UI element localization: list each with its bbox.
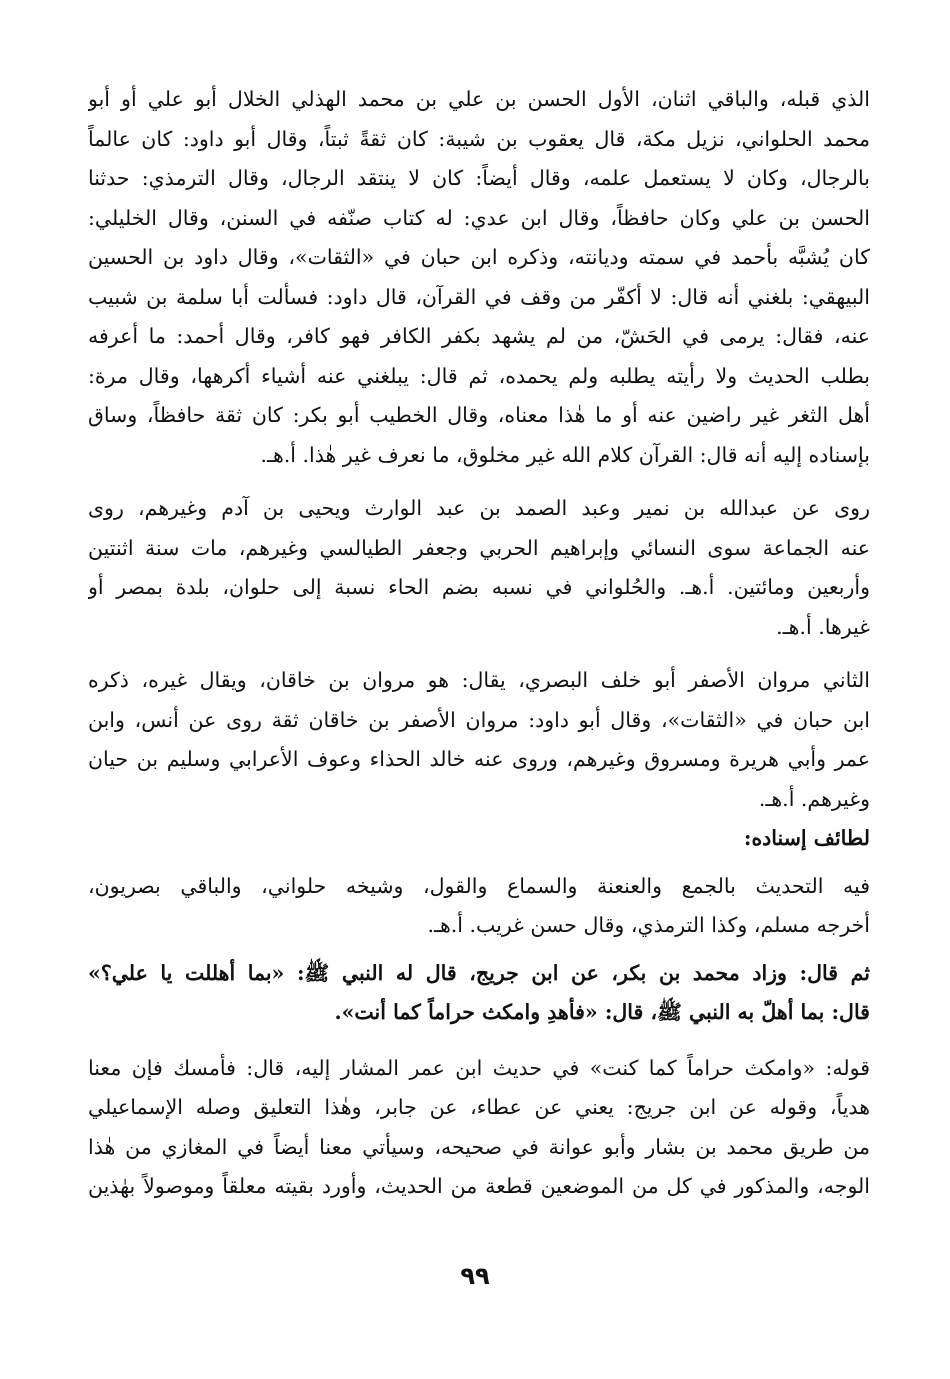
text-line: الثاني مروان الأصفر أبو خلف البصري، يقال: هو مروان بن خاقان، ويقال غيره، ذكره bbox=[88, 668, 870, 692]
text-line: عنه، فقال: يرمى في الحَشّ، من لم يشهد بكفر الكافر فهو كافر، وقال أحمد: ما أعرفه bbox=[88, 324, 870, 348]
paragraph-gap bbox=[88, 1033, 870, 1049]
section-heading: لطائف إسناده: bbox=[743, 826, 870, 850]
text-line: ثم قال: وزاد محمد بن بكر، عن ابن جريج، قال له النبي ﷺ: «بما أهللت يا علي؟» bbox=[88, 960, 870, 985]
text-line: قوله: «وامكث حراماً كما كنت» في حديث ابن عمر المشار إليه، قال: فأمسك فإن معنا bbox=[88, 1055, 870, 1080]
text-line: بإسناده إليه أنه قال: القرآن كلام الله غير مخلوق، ما نعرف غير هٰذا. أ.هـ. bbox=[260, 442, 870, 467]
text-line: غيرها. أ.هـ. bbox=[776, 614, 870, 639]
text-line: وأربعين ومائتين. أ.هـ. والحُلواني في نسبه بضم الحاء نسبة إلى حلوان، بلدة بمصر أو bbox=[88, 575, 870, 599]
text-line: فيه التحديث بالجمع والعنعنة والسماع والقول، وشيخه حلواني، والباقي بصريون، bbox=[88, 873, 870, 898]
text-line: عمر وأبي هريرة ومسروق وغيرهم، وروى عنه خالد الحذاء وعوف الأعرابي وسليم بن حيان bbox=[88, 747, 870, 771]
paragraph-narrator-second bbox=[88, 661, 870, 819]
text-line: محمد الحلواني، نزيل مكة، قال يعقوب بن شيبة: كان ثقةً ثبتاً، وقال أبو داود: كان عالماً bbox=[88, 126, 870, 151]
paragraph-gap bbox=[88, 859, 870, 867]
page-body bbox=[88, 80, 870, 1207]
text-line: أهل الثغر غير راضين عنه أو ما هٰذا معناه، وقال الخطيب أبو بكر: كان ثقة حافظاً، وساق bbox=[88, 403, 870, 427]
text-line: من طريق محمد بن بشار وأبو عوانة في صحيحه، وسيأتي معنا أيضاً في المغازي من هٰذا bbox=[88, 1134, 870, 1159]
paragraph-gap bbox=[88, 647, 870, 661]
text-line: قال: بما أهلّ به النبي ﷺ، قال: «فأهدِ وامكث حراماً كما أنت». bbox=[334, 1000, 870, 1024]
text-line: الوجه، والمذكور في كل من الموضعين قطعة من الحديث، وأورد بقيته معلقاً وموصولاً بهٰذين bbox=[88, 1174, 870, 1198]
paragraph-narrator-transmission bbox=[88, 489, 870, 647]
paragraph-narrator-first bbox=[88, 80, 870, 475]
text-line: عنه الجماعة سوى النسائي وإبراهيم الحربي وجعفر الطيالسي وغيرهم، مات سنة اثنتين bbox=[88, 535, 870, 560]
text-line: بطلب الحديث ولا رأيته يطلبه ولم يحمده، ثم قال: يبلغني عنه أشياء أكرهها، وقال مرة: bbox=[88, 363, 870, 388]
text-line: كان يُشبَّه بأحمد في سمته وديانته، وذكره ابن حبان في «الثقات»، وقال داود بن الحسين bbox=[88, 245, 870, 269]
paragraph-gap bbox=[88, 946, 870, 954]
text-line: الحسن بن علي وكان حافظاً، وقال ابن عدي: له كتاب صنّفه في السنن، وقال الخليلي: bbox=[88, 205, 870, 230]
text-line: أخرجه مسلم، وكذا الترمذي، وقال حسن غريب. أ.هـ. bbox=[427, 913, 870, 937]
text-line: البيهقي: بلغني أنه قال: لا أكفّر من وقف في القرآن، قال داود: فسألت أبا سلمة بن شبيب bbox=[88, 284, 870, 309]
text-line: روى عن عبدالله بن نمير وعبد الصمد بن عبد الوارث ويحيى بن آدم وغيرهم، روى bbox=[88, 496, 870, 520]
paragraph-gap bbox=[88, 475, 870, 489]
paragraph-hadith-text bbox=[88, 954, 870, 1033]
text-line: وغيرهم. أ.هـ. bbox=[758, 786, 870, 811]
text-line: هدياً، وقوله عن ابن جريج: يعني عن عطاء، عن جابر، وهٰذا التعليق وصله الإسماعيلي bbox=[88, 1095, 870, 1119]
text-line: بالرجال، وكان لا يستعمل علمه، وقال أيضاً: كان لا ينتقد الرجال، وقال الترمذي: حدثنا bbox=[88, 166, 870, 190]
text-line: ابن حبان في «الثقات»، وقال أبو داود: مروان الأصفر بن خاقان ثقة روى عن أنس، وابن bbox=[88, 707, 870, 732]
text-line: الذي قبله، والباقي اثنان، الأول الحسن بن علي بن محمد الهذلي الخلال أبو علي أو أبو bbox=[88, 87, 870, 111]
paragraph-commentary bbox=[88, 1049, 870, 1207]
page-number: ٩٩ bbox=[460, 1262, 490, 1290]
paragraph-isnad-notes bbox=[88, 867, 870, 946]
